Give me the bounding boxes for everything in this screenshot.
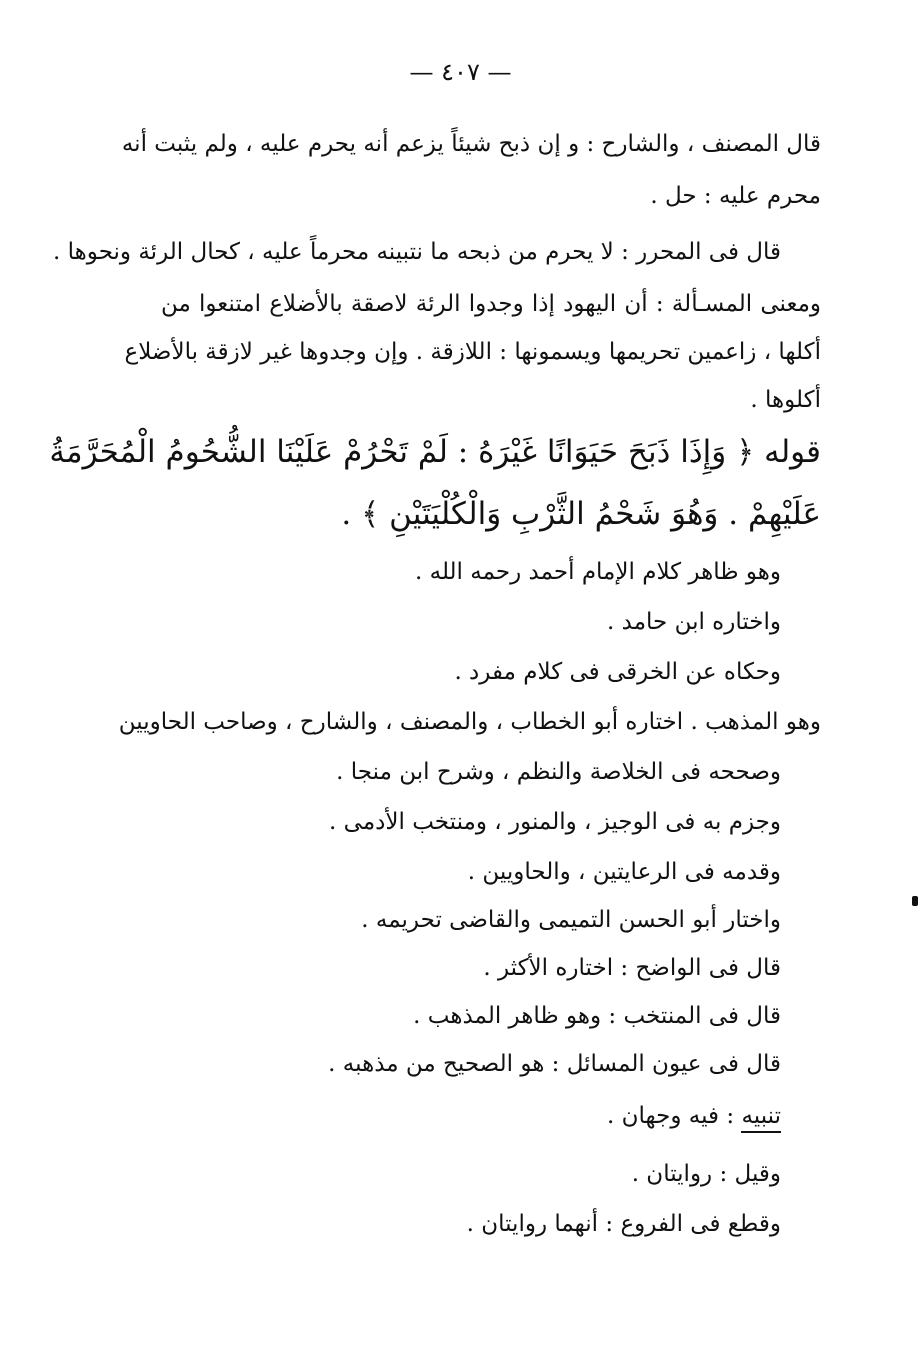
ink-speck <box>912 896 918 906</box>
note-line <box>141 1100 781 1132</box>
text-line: قال فى الواضح : اختاره الأكثر . <box>483 955 781 981</box>
text-line: قال فى المنتخب : وهو ظاهر المذهب . <box>413 1003 781 1029</box>
text-line: وهو ظاهر كلام الإمام أحمد رحمه الله . <box>414 559 781 585</box>
text-line: وقطع فى الفروع : أنهما روايتان . <box>466 1211 781 1237</box>
text-line: وهو المذهب . اختاره أبو الخطاب ، والمصنف ، والشارح ، وصاحب الحاويين <box>118 709 821 735</box>
quoted-verse-line: عَلَيْهِمْ . وَهُوَ شَحْمُ الثَّرْبِ وَالْكُلْيَتَيْنِ ﴾ . <box>341 496 821 532</box>
note-colon: : <box>719 1103 742 1129</box>
text-line: أكلها ، زاعمين تحريمها ويسمونها : اللازقة . وإن وجدوها غير لازقة بالأضلاع <box>124 339 821 365</box>
text-line: واختار أبو الحسن التميمى والقاضى تحريمه . <box>361 907 781 933</box>
quoted-verse-line: قوله ﴿ وَإِذَا ذَبَحَ حَيَوَانًا غَيْرَهُ : لَمْ تَحْرُمْ عَلَيْنَا الشُّحُومُ الْمُحَرَّمَةُ <box>49 434 821 470</box>
text-line: قال فى المحرر : لا يحرم من ذبحه ما نتبينه محرماً عليه ، كحال الرئة ونحوها . <box>53 239 781 265</box>
text-line: وصححه فى الخلاصة والنظم ، وشرح ابن منجا . <box>336 759 781 785</box>
text-line: قال فى عيون المسائل : هو الصحيح من مذهبه . <box>328 1051 781 1077</box>
note-label: تنبيه <box>741 1103 781 1133</box>
text-line: قال المصنف ، والشارح : و إن ذبح شيئاً يزعم أنه يحرم عليه ، ولم يثبت أنه <box>121 131 821 157</box>
text-line: أكلوها . <box>750 387 821 413</box>
text-line: وجزم به فى الوجيز ، والمنور ، ومنتخب الأدمى . <box>329 809 781 835</box>
text-line: وحكاه عن الخرقى فى كلام مفرد . <box>454 659 781 685</box>
text-line: محرم عليه : حل . <box>650 183 821 209</box>
text-line: وقيل : روايتان . <box>631 1161 781 1187</box>
text-line: وقدمه فى الرعايتين ، والحاويين . <box>467 859 781 885</box>
text-line: واختاره ابن حامد . <box>607 609 781 635</box>
note-text: فيه وجهان . <box>607 1103 720 1129</box>
page-number: — ٤٠٧ — <box>409 58 512 86</box>
text-line: ومعنى المسـألة : أن اليهود إذا وجدوا الرئة لاصقة بالأضلاع امتنعوا من <box>161 291 821 317</box>
